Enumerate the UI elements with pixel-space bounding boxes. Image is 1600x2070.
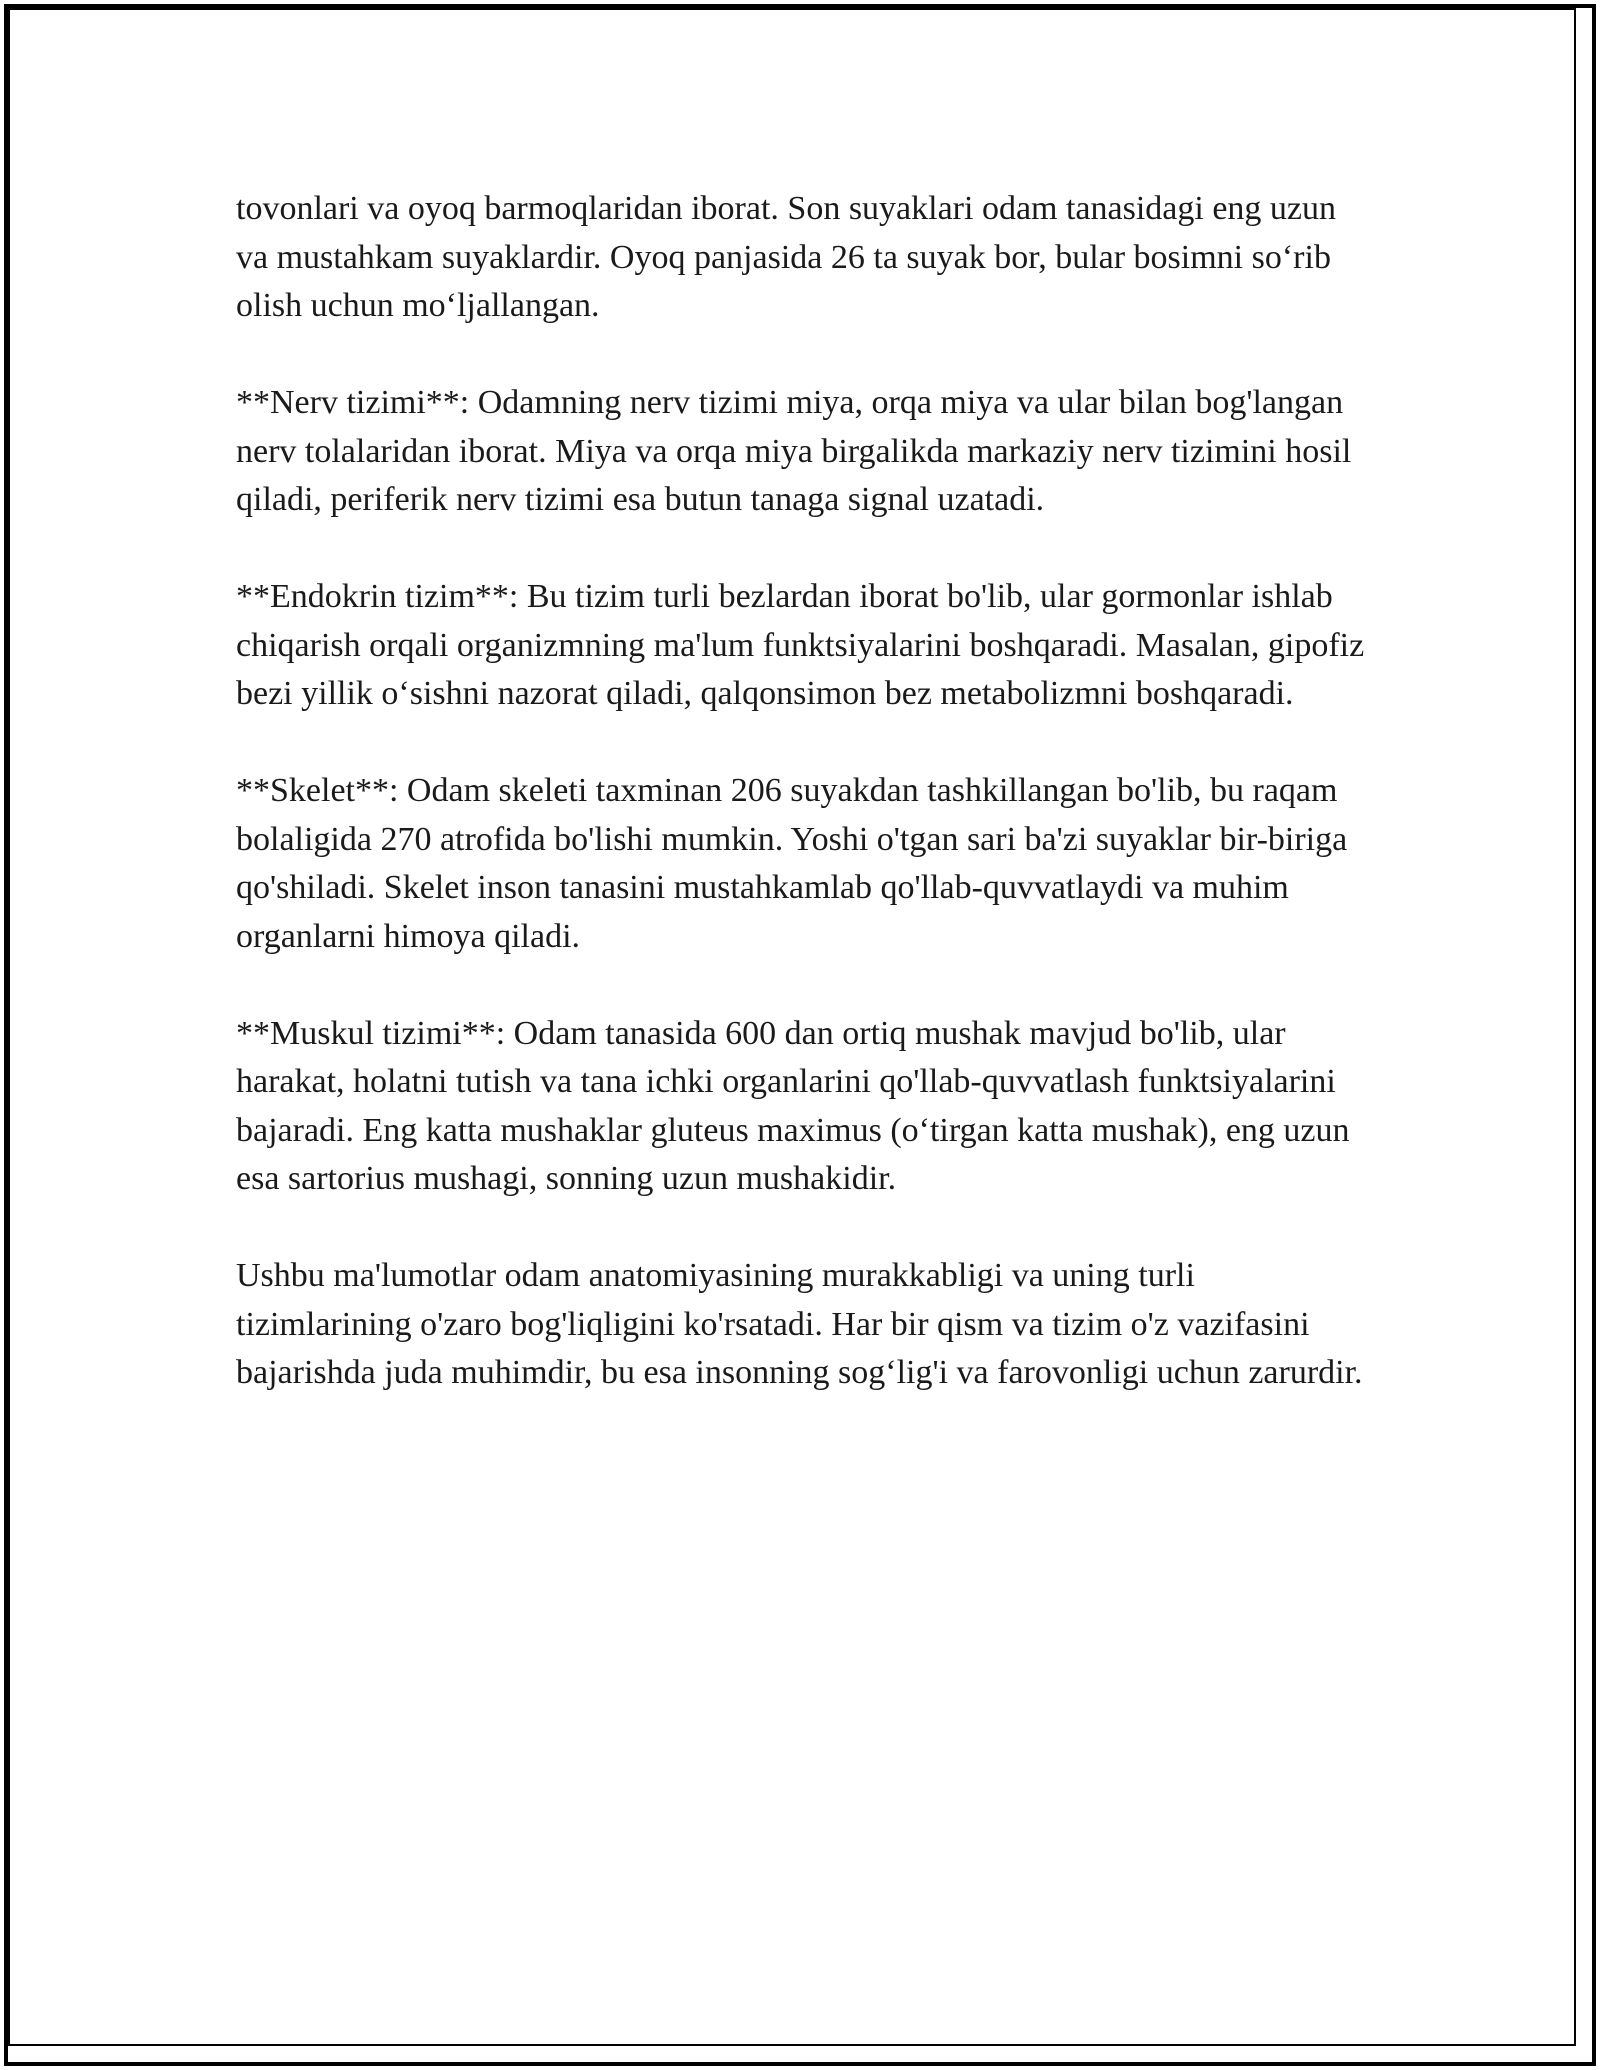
document-body — [236, 185, 1366, 1446]
paragraph-nervous-system: **Nerv tizimi**: Odamning nerv tizimi miya, orqa miya va ular bilan bog'langan nerv tolalaridan iborat. Miya va orqa miya birgalikda markaziy nerv tizimini hosil qiladi, periferik nerv tizimi esa butun tanaga signal uzatadi. — [236, 384, 1352, 518]
paragraph-endocrine-system: **Endokrin tizim**: Bu tizim turli bezlardan iborat bo'lib, ular gormonlar ishlab chiqarish orqali organizmning ma'lum funktsiyalarini boshqaradi. Masalan, gipofiz bezi yillik o‘sishni nazorat qiladi, qalqonsimon bez metabolizmni boshqaradi. — [236, 578, 1365, 712]
paragraph-muscular-system: **Muskul tizimi**: Odam tanasida 600 dan ortiq mushak mavjud bo'lib, ular harakat, holatni tutish va tana ichki organlarini qo'llab-quvvatlash funktsiyalarini bajaradi. Eng katta mushaklar gluteus maximus (o‘tirgan katta mushak), eng uzun esa sartorius mushagi, sonning uzun mushakidir. — [236, 1014, 1350, 1197]
paragraph-conclusion: Ushbu ma'lumotlar odam anatomiyasining murakkabligi va uning turli tizimlarining o'zaro bog'liqligini ko'rsatadi. Har bir qism va tizim o'z vazifasini bajarishda juda muhimdir, bu esa insonning sog‘lig'i va farovonligi uchun zarurdir. — [236, 1257, 1363, 1391]
paragraph-skeleton-legs: tovonlari va oyoq barmoqlaridan iborat. Son suyaklari odam tanasidagi eng uzun va mustahkam suyaklardir. Oyoq panjasida 26 ta suyak bor, bular bosimni so‘rib olish uchun mo‘ljallangan. — [236, 190, 1337, 324]
paragraph-skeleton: **Skelet**: Odam skeleti taxminan 206 suyakdan tashkillangan bo'lib, bu raqam bolaligida 270 atrofida bo'lishi mumkin. Yoshi o'tgan sari ba'zi suyaklar bir-biriga qo'shiladi. Skelet inson tanasini mustahkamlab qo'llab-quvvatlaydi va muhim organlarni himoya qiladi. — [236, 772, 1348, 955]
